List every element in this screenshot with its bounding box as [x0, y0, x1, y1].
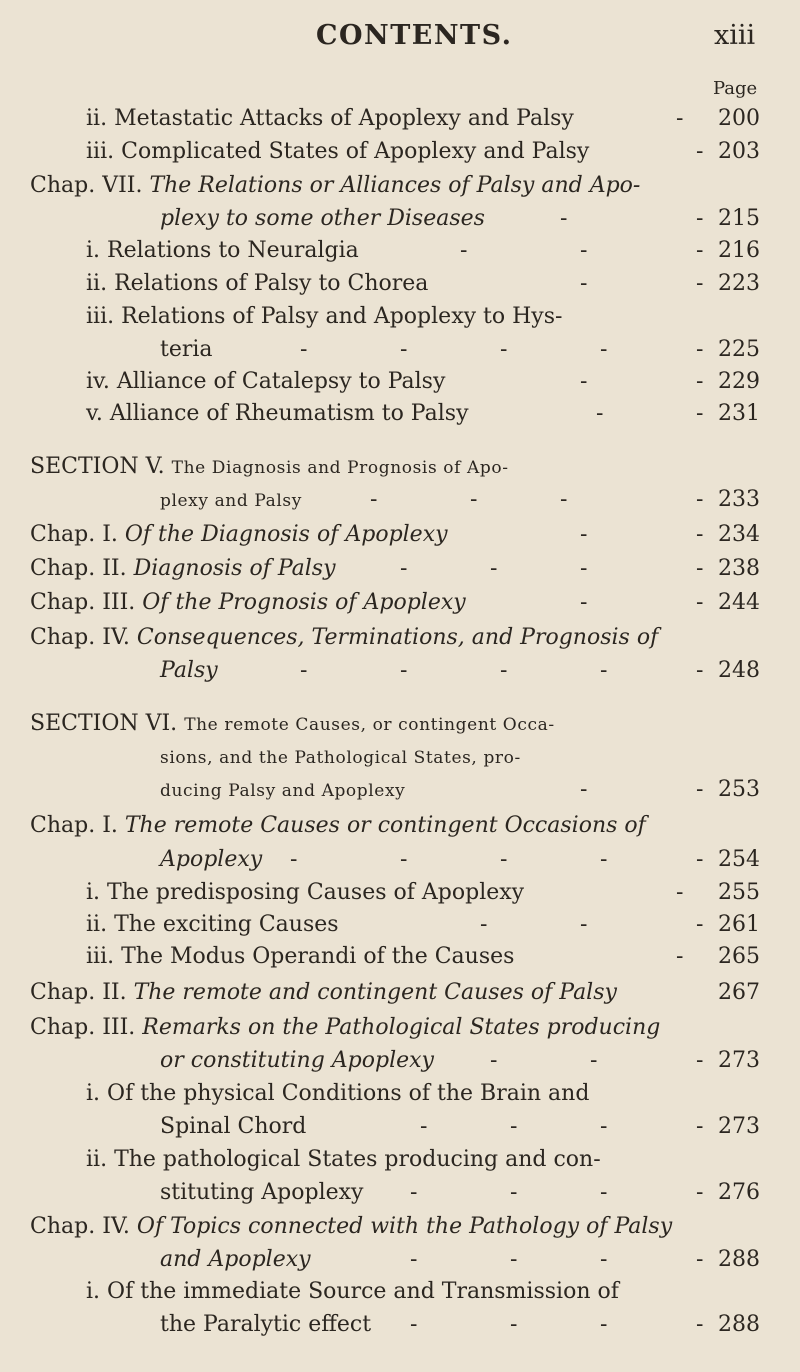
toc-entry[interactable]: v. Alliance of Rheumatism to Palsy - - 231	[0, 398, 800, 430]
entry-title: Remarks on the Pathological States producing	[142, 1015, 661, 1040]
toc-entry[interactable]: Chap. IV. Of Topics connected with the Pathology of Palsy	[30, 1214, 673, 1239]
toc-entry-continuation: plexy to some other Diseases - - 215	[0, 203, 800, 235]
entry-title: The exciting Causes	[114, 912, 339, 937]
toc-entry[interactable]: i. Of the immediate Source and Transmission of	[86, 1279, 619, 1304]
entry-title: Diagnosis of Palsy	[133, 556, 336, 581]
section-title: The remote Causes, or contingent Occa-	[184, 715, 555, 735]
toc-entry[interactable]: iii. The Modus Operandi of the Causes - 265	[0, 941, 800, 973]
toc-entry[interactable]: Chap. III. Of the Prognosis of Apoplexy - - 244	[0, 587, 800, 619]
toc-entry[interactable]: iii. Complicated States of Apoplexy and Palsy - 203	[0, 136, 800, 168]
toc-entry[interactable]: Chap. II. Diagnosis of Palsy - - - - 238	[0, 553, 800, 585]
entry-page: 253	[718, 777, 760, 802]
entry-page: 267	[718, 980, 760, 1005]
toc-entry[interactable]: i. Of the physical Conditions of the Brain and	[86, 1081, 590, 1106]
entry-title: The pathological States producing and con-	[114, 1147, 601, 1172]
entry-page: 229	[718, 369, 760, 394]
toc-entry[interactable]: i. The predisposing Causes of Apoplexy - 255	[0, 877, 800, 909]
toc-entry[interactable]: Chap. IV. Consequences, Terminations, and Prognosis of	[30, 625, 659, 650]
entry-page: 288	[718, 1247, 760, 1272]
toc-entry-continuation: and Apoplexy - - - - 288	[0, 1244, 800, 1276]
toc-entry-continuation: teria - - - - - 225	[0, 334, 800, 366]
toc-entry-continuation: the Paralytic effect - - - - 288	[0, 1309, 800, 1341]
entry-title: The Modus Operandi of the Causes	[121, 944, 515, 969]
toc-entry[interactable]: Chap. I. The remote Causes or contingent Occasions of	[30, 813, 646, 838]
entry-title: Relations of Palsy and Apoplexy to Hys-	[121, 304, 563, 329]
entry-page: 254	[718, 847, 760, 872]
entry-title: Of Topics connected with the Pathology of Palsy	[136, 1214, 673, 1239]
entry-page: 216	[718, 238, 760, 263]
toc-entry[interactable]: ii. The pathological States producing and con-	[86, 1147, 601, 1172]
entry-title: Metastatic Attacks of Apoplexy and Palsy	[114, 106, 574, 131]
toc-entry[interactable]	[0, 170, 800, 202]
entry-prefix: iii.	[86, 139, 115, 164]
entry-title: Of the Prognosis of Apoplexy	[142, 590, 466, 615]
entry-title: Alliance of Catalepsy to Palsy	[116, 369, 446, 394]
section-label: SECTION V.	[30, 454, 165, 479]
entry-page: 203	[718, 139, 760, 164]
page-column-label: Page	[713, 78, 758, 99]
toc-entry[interactable]: ii. Metastatic Attacks of Apoplexy and Palsy - 200	[0, 103, 800, 135]
entry-page: 231	[718, 401, 760, 426]
page-number: xiii	[714, 20, 756, 51]
entry-title: The remote and contingent Causes of Palsy	[133, 980, 617, 1005]
entry-page: 261	[718, 912, 760, 937]
entry-title: Alliance of Rheumatism to Palsy	[109, 401, 469, 426]
toc-entry-continuation: Palsy - - - - - 248	[0, 655, 800, 687]
page-title: CONTENTS.	[316, 20, 513, 51]
entry-page: 273	[718, 1114, 760, 1139]
entry-page: 238	[718, 556, 760, 581]
toc-entry-continuation: sions, and the Pathological States, pro-	[160, 748, 521, 768]
toc-entry[interactable]: Chap. II. The remote and contingent Causes of Palsy 267	[0, 977, 800, 1009]
entry-page: 225	[718, 337, 760, 362]
entry-page: 244	[718, 590, 760, 615]
toc-entry[interactable]: ii. The exciting Causes - - - 261	[0, 909, 800, 941]
section-label: SECTION VI.	[30, 711, 178, 736]
entry-page: 200	[718, 106, 760, 131]
entry-title: Complicated States of Apoplexy and Palsy	[121, 139, 590, 164]
toc-entry-continuation: plexy and Palsy - - - - 233	[0, 484, 800, 516]
toc-entry[interactable]: iv. Alliance of Catalepsy to Palsy - - 229	[0, 366, 800, 398]
entry-page: 234	[718, 522, 760, 547]
toc-entry[interactable]: Chap. I. Of the Diagnosis of Apoplexy - - 234	[0, 519, 800, 551]
entry-page: 273	[718, 1048, 760, 1073]
entry-page: 288	[718, 1312, 760, 1337]
entry-page: 248	[718, 658, 760, 683]
entry-title: The remote Causes or contingent Occasions of	[124, 813, 646, 838]
toc-entry-continuation: or constituting Apoplexy - - - 273	[0, 1045, 800, 1077]
entry-page: 255	[718, 880, 760, 905]
toc-entry[interactable]: Chap. III. Remarks on the Pathological States producing	[30, 1015, 661, 1040]
toc-entry-continuation: Spinal Chord - - - - 273	[0, 1111, 800, 1143]
entry-title: Relations of Palsy to Chorea	[114, 271, 429, 296]
chapter-label: Chap. VII.	[30, 173, 143, 198]
entry-title: Of the physical Conditions of the Brain and	[107, 1081, 590, 1106]
entry-prefix: ii.	[86, 106, 108, 131]
toc-entry-continuation: Apoplexy - - - - - 254	[0, 844, 800, 876]
entry-title: The Relations or Alliances of Palsy and Apo-	[149, 173, 641, 198]
entry-title: Of the Diagnosis of Apoplexy	[124, 522, 448, 547]
entry-page: 276	[718, 1180, 760, 1205]
toc-entry[interactable]: iii. Relations of Palsy and Apoplexy to Hys-	[86, 304, 563, 329]
toc-entry-continuation: ducing Palsy and Apoplexy - - 253	[0, 774, 800, 806]
entry-title: Consequences, Terminations, and Prognosis of	[136, 625, 659, 650]
entry-page: 265	[718, 944, 760, 969]
section-heading[interactable]	[0, 708, 800, 740]
entry-page: 215	[718, 206, 760, 231]
toc-entry[interactable]: ii. Relations of Palsy to Chorea - - 223	[0, 268, 800, 300]
entry-page: 223	[718, 271, 760, 296]
entry-title: The predisposing Causes of Apoplexy	[107, 880, 525, 905]
toc-entry[interactable]: i. Relations to Neuralgia - - - 216	[0, 235, 800, 267]
entry-page: 233	[718, 487, 760, 512]
section-title: The Diagnosis and Prognosis of Apo-	[171, 458, 509, 478]
entry-title: Of the immediate Source and Transmission of	[107, 1279, 619, 1304]
section-heading[interactable]	[0, 451, 800, 483]
toc-entry-continuation: stituting Apoplexy - - - - 276	[0, 1177, 800, 1209]
entry-title: Relations to Neuralgia	[107, 238, 359, 263]
